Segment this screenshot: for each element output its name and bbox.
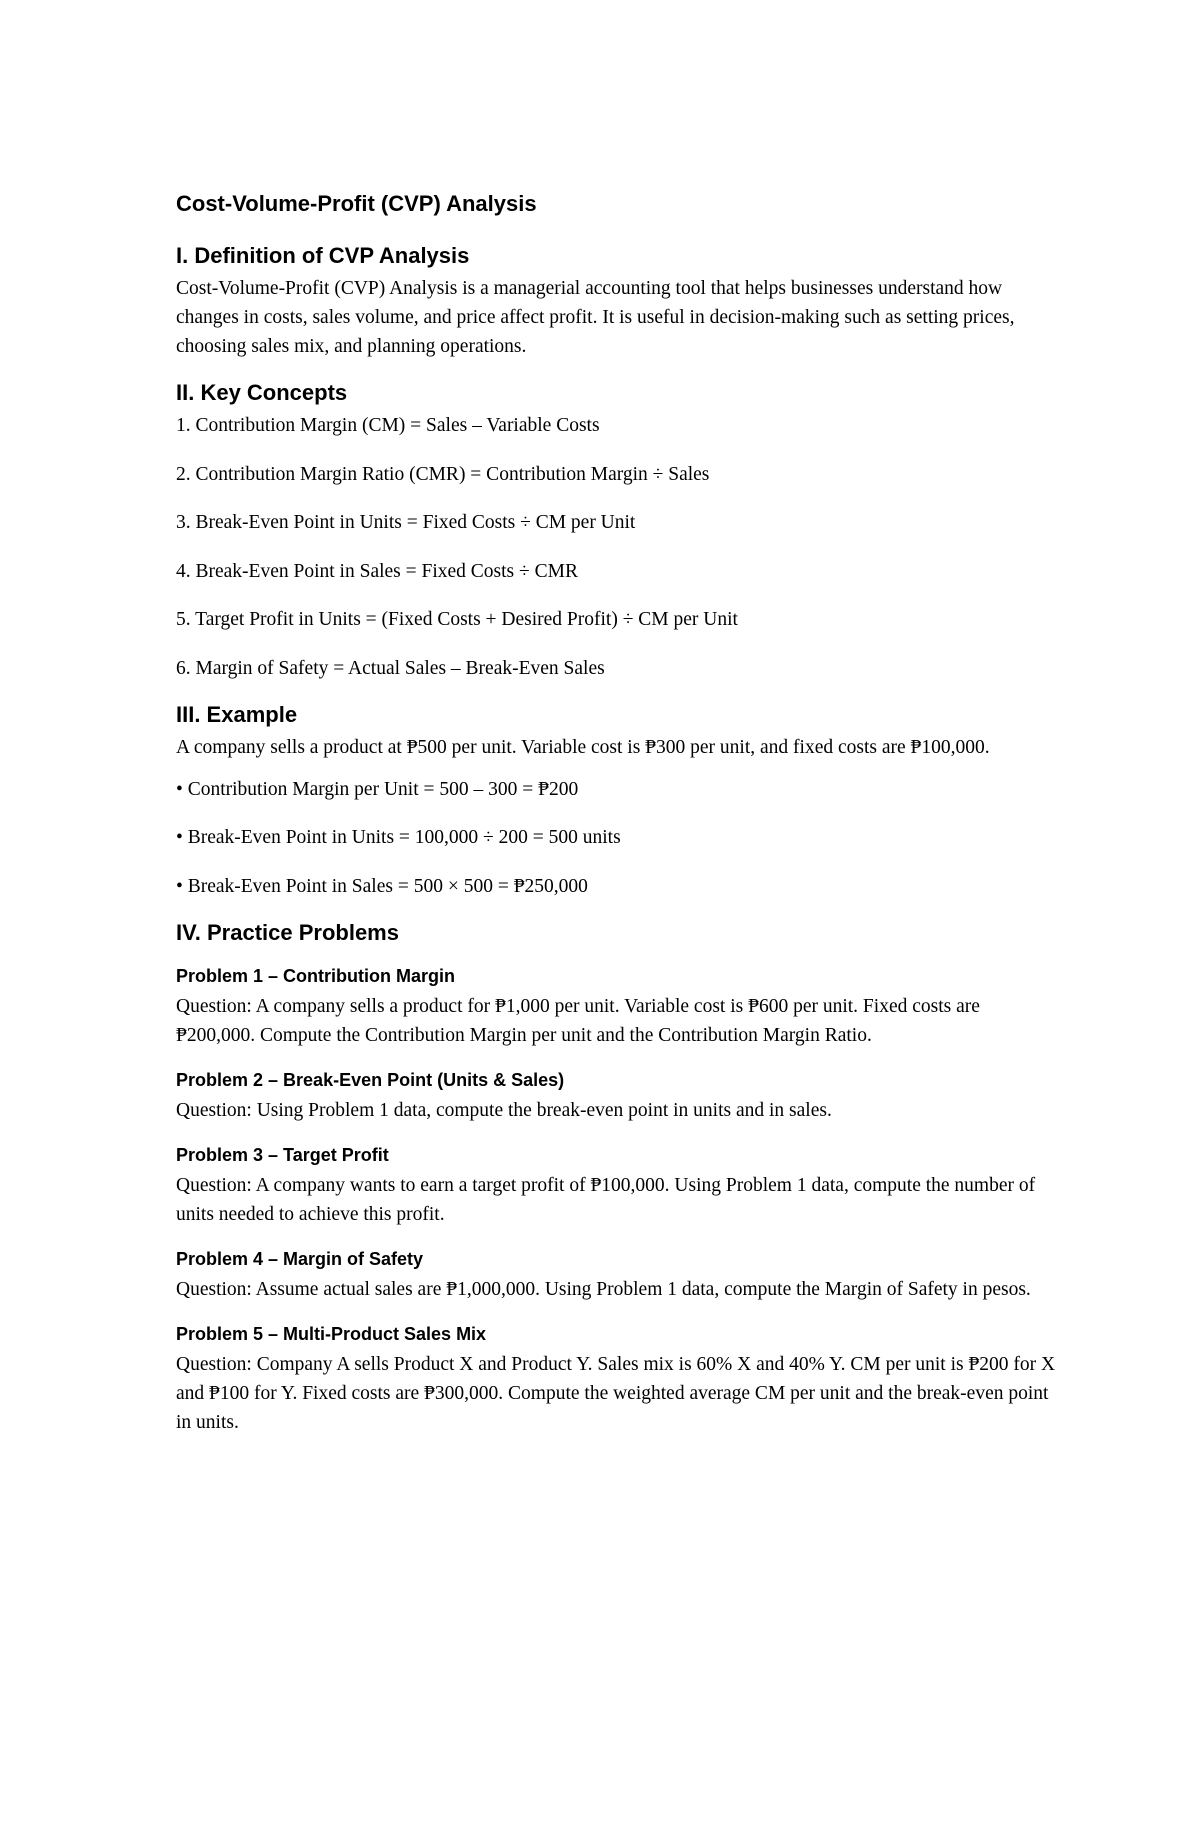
section-definition xyxy=(176,242,1056,361)
problem-1 xyxy=(176,963,1056,1050)
problem-question: Question: Assume actual sales are ₱1,000,000. Using Problem 1 data, compute the Margin of Safety in pesos. xyxy=(176,1278,1031,1300)
problem-title: Problem 3 – Target Profit xyxy=(176,1144,389,1165)
section-heading-key-concepts: II. Key Concepts xyxy=(176,380,348,405)
problem-title: Problem 2 – Break-Even Point (Units & Sales) xyxy=(176,1069,565,1090)
section-heading-definition: I. Definition of CVP Analysis xyxy=(176,243,470,268)
section-heading-example: III. Example xyxy=(176,701,298,727)
example-bullet-list xyxy=(176,775,1056,901)
problem-3 xyxy=(176,1142,1056,1229)
example-bullet: • Break-Even Point in Units = 100,000 ÷ 200 = 500 units xyxy=(176,827,621,848)
key-concept-item: 4. Break-Even Point in Sales = Fixed Costs ÷ CMR xyxy=(176,560,578,582)
document-title: Cost-Volume-Profit (CVP) Analysis xyxy=(176,191,537,216)
key-concept-item: 1. Contribution Margin (CM) = Sales – Variable Costs xyxy=(176,415,600,436)
problem-title: Problem 5 – Multi-Product Sales Mix xyxy=(176,1323,487,1344)
key-concept-item: 5. Target Profit in Units = (Fixed Costs + Desired Profit) ÷ CM per Unit xyxy=(176,609,738,630)
definition-paragraph: Cost-Volume-Profit (CVP) Analysis is a managerial accounting tool that helps businesses understand how changes in costs, sales volume, and price affect profit. It is useful in decision-making such as setting prices, choosing sales mix, and planning operations. xyxy=(176,278,1015,357)
problem-question: Question: A company sells a product for ₱1,000 per unit. Variable cost is ₱600 per unit. Fixed costs are ₱200,000. Compute the Contribution Margin per unit and the Contribution Margin Ratio. xyxy=(176,995,980,1046)
section-practice-problems xyxy=(176,919,1056,1437)
problem-title: Problem 1 – Contribution Margin xyxy=(176,965,456,986)
problem-title: Problem 4 – Margin of Safety xyxy=(176,1248,424,1269)
example-paragraph: A company sells a product at ₱500 per unit. Variable cost is ₱300 per unit, and fixed costs are ₱100,000. xyxy=(176,736,990,758)
problem-question: Question: Company A sells Product X and Product Y. Sales mix is 60% X and 40% Y. CM per unit is ₱200 for X and ₱100 for Y. Fixed costs are ₱300,000. Compute the weighted average CM per unit and the break-even point in units. xyxy=(176,1353,1056,1433)
document-page xyxy=(176,190,1056,1455)
problem-question: Question: Using Problem 1 data, compute the break-even point in units and in sales. xyxy=(176,1099,832,1121)
section-heading-practice-problems: IV. Practice Problems xyxy=(176,919,399,945)
key-concept-item: 3. Break-Even Point in Units = Fixed Costs ÷ CM per Unit xyxy=(176,512,636,533)
problem-5 xyxy=(176,1321,1056,1437)
example-bullet: • Contribution Margin per Unit = 500 – 300 = ₱200 xyxy=(176,778,579,800)
section-example xyxy=(176,701,1056,901)
problem-2 xyxy=(176,1067,1056,1125)
key-concepts-list xyxy=(176,411,1056,683)
problem-4 xyxy=(176,1246,1056,1304)
example-bullet: • Break-Even Point in Sales = 500 × 500 = ₱250,000 xyxy=(176,875,588,897)
key-concept-item: 2. Contribution Margin Ratio (CMR) = Contribution Margin ÷ Sales xyxy=(176,463,710,485)
problem-question: Question: A company wants to earn a target profit of ₱100,000. Using Problem 1 data, compute the number of units needed to achieve this profit. xyxy=(176,1174,1036,1225)
key-concept-item: 6. Margin of Safety = Actual Sales – Break-Even Sales xyxy=(176,657,605,679)
section-key-concepts xyxy=(176,379,1056,683)
